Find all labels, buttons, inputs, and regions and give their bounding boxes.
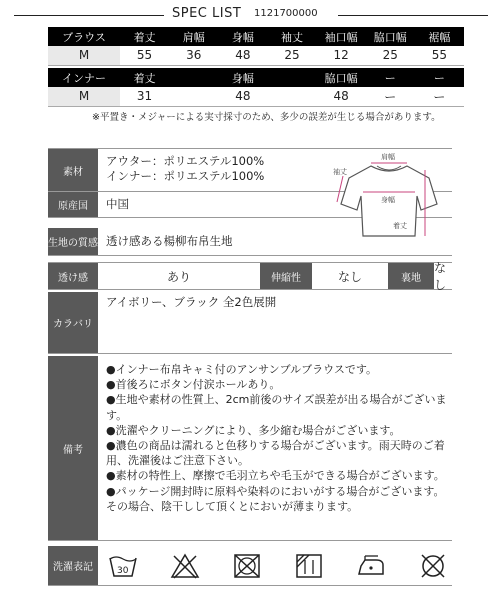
note-item: ●首後ろにボタン付涙ホールあり。 xyxy=(106,378,281,392)
sleeve-label: 袖丈 xyxy=(333,168,347,176)
blouse-size-value-row xyxy=(48,46,464,65)
measurement-note: ※平置き・メジャーによる実寸採寸のため、多少の誤差が生じる場合があります。 xyxy=(92,112,441,123)
size-value-cell: 12 xyxy=(317,46,366,65)
notes-list xyxy=(106,362,452,514)
lining-value: なし xyxy=(434,261,447,292)
properties-row xyxy=(48,262,452,290)
size-header-cell: 袖口幅 xyxy=(317,27,366,46)
color-label: カラバリ xyxy=(48,292,98,353)
size-value-cell: 48 xyxy=(317,87,366,106)
size-value-cell: ー xyxy=(366,87,415,106)
shoulder-label: 肩幅 xyxy=(381,153,395,161)
no-tumble-dry-icon xyxy=(232,552,262,580)
note-item: ●洗濯やクリーニングにより、多少縮む場合がございます。 xyxy=(106,423,401,437)
header-rule-right xyxy=(338,15,488,16)
header-rule-left xyxy=(14,15,164,16)
material-line: インナー：ポリエステル100% xyxy=(106,169,265,183)
origin-label: 原産国 xyxy=(48,192,98,217)
size-header-cell: ー xyxy=(415,68,464,87)
wash-temp: 30 xyxy=(117,566,129,576)
size-header-cell: 着丈 xyxy=(120,27,169,46)
sheer-label: 透け感 xyxy=(48,263,98,289)
size-value-cell: M xyxy=(48,46,120,65)
width-label: 身幅 xyxy=(381,196,395,204)
garment-measurement-diagram xyxy=(333,152,445,242)
size-value-cell: 48 xyxy=(218,87,267,106)
material-line: アウター：ポリエステル100% xyxy=(106,154,265,168)
size-value-cell: M xyxy=(48,87,120,106)
origin-value: 中国 xyxy=(106,197,129,211)
size-header-cell: 着丈 xyxy=(120,68,169,87)
line-dry-shade-icon xyxy=(294,552,324,580)
stretch-label: 伸縮性 xyxy=(260,263,312,289)
inner-size-table xyxy=(48,68,464,107)
iron-low-icon xyxy=(356,552,386,580)
blouse-size-table xyxy=(48,27,464,66)
size-value-cell: 31 xyxy=(120,87,169,106)
size-header-cell: 身幅 xyxy=(218,27,267,46)
size-value-cell: 55 xyxy=(120,46,169,65)
stretch-value: なし xyxy=(337,269,362,284)
size-header-cell: インナー xyxy=(48,68,120,87)
size-value-cell: 25 xyxy=(267,46,316,65)
size-header-cell: 脇口幅 xyxy=(366,27,415,46)
size-value-cell xyxy=(267,87,316,106)
size-header-cell xyxy=(169,68,218,87)
care-row xyxy=(48,546,452,586)
material-label: 素材 xyxy=(48,149,98,191)
blouse-size-header-row xyxy=(48,27,464,46)
size-header-cell xyxy=(267,68,316,87)
note-item: ●生地や素材の性質上、2cm前後のサイズ誤差が出る場合がございます。 xyxy=(106,393,447,422)
size-value-cell: ー xyxy=(415,87,464,106)
size-value-cell: 36 xyxy=(169,46,218,65)
care-label: 洗濯表記 xyxy=(48,546,98,585)
size-value-cell: 48 xyxy=(218,46,267,65)
size-value-cell: 55 xyxy=(415,46,464,65)
note-item: ●インナー布帛キャミ付のアンサンブルブラウスです。 xyxy=(106,363,377,376)
inner-size-header-row xyxy=(48,68,464,87)
wash-30-icon xyxy=(108,552,138,580)
sleeve-arrow xyxy=(337,176,343,202)
color-value: アイボリー、ブラック 全2色展開 xyxy=(106,295,277,309)
spec-list-header xyxy=(0,4,500,26)
size-header-cell: 裾幅 xyxy=(415,27,464,46)
size-header-cell: ブラウス xyxy=(48,27,120,46)
size-header-cell: 脇口幅 xyxy=(317,68,366,87)
care-icons xyxy=(108,550,452,582)
size-header-cell: 身幅 xyxy=(218,68,267,87)
lining-label: 裏地 xyxy=(388,263,434,289)
notes-label: 備考 xyxy=(48,356,98,540)
notes-row xyxy=(48,356,452,541)
note-item: ●パッケージ開封時に原料や染料のにおいがする場合がございます。その場合、陰干しして頂くとにおいが薄まります。 xyxy=(106,484,445,513)
color-row xyxy=(48,292,452,354)
product-code: 1121700000 xyxy=(254,8,318,19)
fabric-label: 生地の質感 xyxy=(48,228,98,255)
fabric-value: 透け感ある楊柳布帛生地 xyxy=(106,234,233,248)
no-dry-clean-icon xyxy=(418,552,448,580)
inner-size-value-row xyxy=(48,87,464,106)
no-bleach-icon xyxy=(170,552,200,580)
length-label: 着丈 xyxy=(393,222,407,230)
size-value-cell: 25 xyxy=(366,46,415,65)
size-header-cell: 袖丈 xyxy=(267,27,316,46)
note-item: ●濃色の商品は濡れると色移りする場合がございます。雨天時のご着用、洗濯後はご注意下さい。 xyxy=(106,439,445,468)
material-value xyxy=(106,154,264,184)
note-item: ●素材の特性上、摩擦で毛羽立ちや毛玉ができる場合がございます。 xyxy=(106,469,445,483)
size-value-cell xyxy=(169,87,218,106)
sheer-value: あり xyxy=(166,269,191,284)
spec-list-title: SPEC LIST xyxy=(172,6,242,21)
size-header-cell: ー xyxy=(366,68,415,87)
size-header-cell: 肩幅 xyxy=(169,27,218,46)
